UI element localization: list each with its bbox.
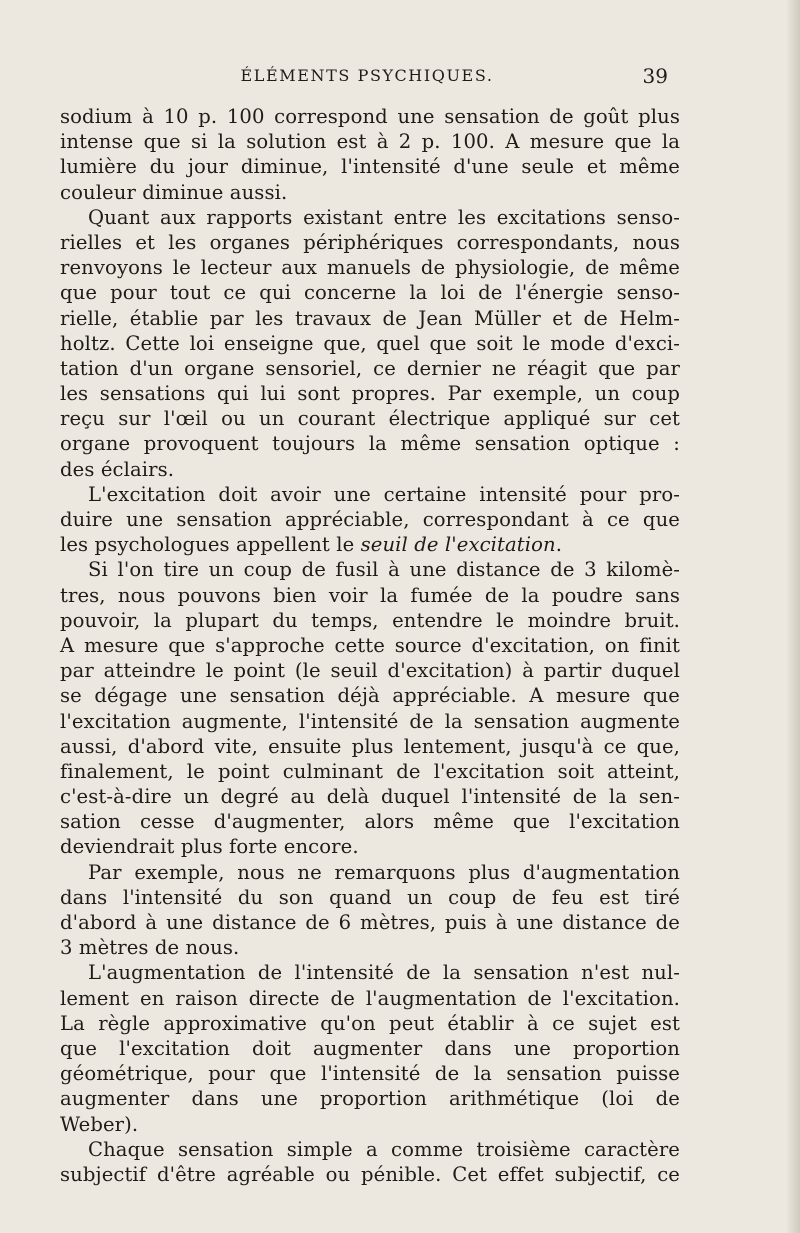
text-line: Chaque sensation simple a comme troisième caractère xyxy=(88,1137,680,1161)
text-line: organe provoquent toujours la même sensation optique : xyxy=(60,432,680,456)
text-line: les psychologues appellent le seuil de l'excitation. xyxy=(60,533,563,557)
running-head: ÉLÉMENTS PSYCHIQUES. xyxy=(240,66,494,85)
text-line: sation cesse d'augmenter, alors même que l'excitation xyxy=(60,810,680,834)
text-line: A mesure que s'approche cette source d'excitation, on finit xyxy=(60,633,680,657)
text-line: finalement, le point culminant de l'excitation soit atteint, xyxy=(60,759,680,783)
text-line: L'augmentation de l'intensité de la sensation n'est nul- xyxy=(88,961,680,985)
text-line: dans l'intensité du son quand un coup de feu est tiré xyxy=(60,885,680,909)
body-text xyxy=(60,104,680,1187)
text-line: se dégage une sensation déjà appréciable. A mesure que xyxy=(60,684,680,708)
text-line: des éclairs. xyxy=(60,457,175,481)
text-line: rielles et les organes périphériques correspondants, nous xyxy=(60,230,680,254)
text-line: Si l'on tire un coup de fusil à une distance de 3 kilomè- xyxy=(88,558,680,582)
page-number: 39 xyxy=(642,64,668,88)
italic-term: seuil de l'excitation xyxy=(360,533,556,557)
text-line: les sensations qui lui sont propres. Par exemple, un coup xyxy=(60,382,680,406)
text-line: intense que si la solution est à 2 p. 100. A mesure que la xyxy=(60,130,680,154)
text-line: subjectif d'être agréable ou pénible. Cet effet subjectif, ce xyxy=(60,1162,680,1186)
text-line: lumière du jour diminue, l'intensité d'une seule et même xyxy=(60,155,680,179)
text-line: L'excitation doit avoir une certaine intensité pour pro- xyxy=(88,482,680,506)
text-line: Weber). xyxy=(60,1112,139,1136)
text-line: duire une sensation appréciable, correspondant à ce que xyxy=(60,508,680,531)
text-line: d'abord à une distance de 6 mètres, puis à une distance de xyxy=(60,911,680,934)
text-line: Quant aux rapports existant entre les excitations senso- xyxy=(88,205,680,229)
text-line: par atteindre le point (le seuil d'excitation) à partir duquel xyxy=(60,659,680,683)
page-edge-shadow xyxy=(786,0,800,1233)
text-line: lement en raison directe de l'augmentation de l'excitation. xyxy=(60,986,680,1010)
text-line: La règle approximative qu'on peut établir à ce sujet est xyxy=(60,1011,680,1035)
text-line: couleur diminue aussi. xyxy=(60,180,288,204)
text-line: sodium à 10 p. 100 correspond une sensation de goût plus xyxy=(60,105,680,128)
text-line: pouvoir, la plupart du temps, entendre le moindre bruit. xyxy=(60,608,680,632)
text-line: que l'excitation doit augmenter dans une proportion xyxy=(60,1036,680,1060)
text-line: géométrique, pour que l'intensité de la sensation puisse xyxy=(60,1062,680,1086)
text-line: deviendrait plus forte encore. xyxy=(60,835,359,859)
text-line: aussi, d'abord vite, ensuite plus lentement, jusqu'à ce que, xyxy=(60,734,680,758)
text-line: que pour tout ce qui concerne la loi de l'énergie senso- xyxy=(60,281,680,305)
text-line: tation d'un organe sensoriel, ce dernier ne réagit que par xyxy=(60,356,680,380)
text-line: c'est-à-dire un degré au delà duquel l'intensité de la sen- xyxy=(60,785,680,809)
text-line: reçu sur l'œil ou un courant électrique appliqué sur cet xyxy=(60,407,680,431)
text-line: l'excitation augmente, l'intensité de la sensation augmente xyxy=(60,709,680,733)
text-line: holtz. Cette loi enseigne que, quel que soit le mode d'exci- xyxy=(60,331,680,355)
text-line: rielle, établie par les travaux de Jean Müller et de Helm- xyxy=(60,306,680,330)
text-line: Par exemple, nous ne remarquons plus d'augmentation xyxy=(88,860,680,884)
text-line: tres, nous pouvons bien voir la fumée de la poudre sans xyxy=(60,583,680,607)
page-header xyxy=(60,64,674,94)
text-line: 3 mètres de nous. xyxy=(60,936,240,960)
text-line: augmenter dans une proportion arithmétique (loi de xyxy=(60,1087,680,1111)
text-line: renvoyons le lecteur aux manuels de physiologie, de même xyxy=(60,256,680,280)
